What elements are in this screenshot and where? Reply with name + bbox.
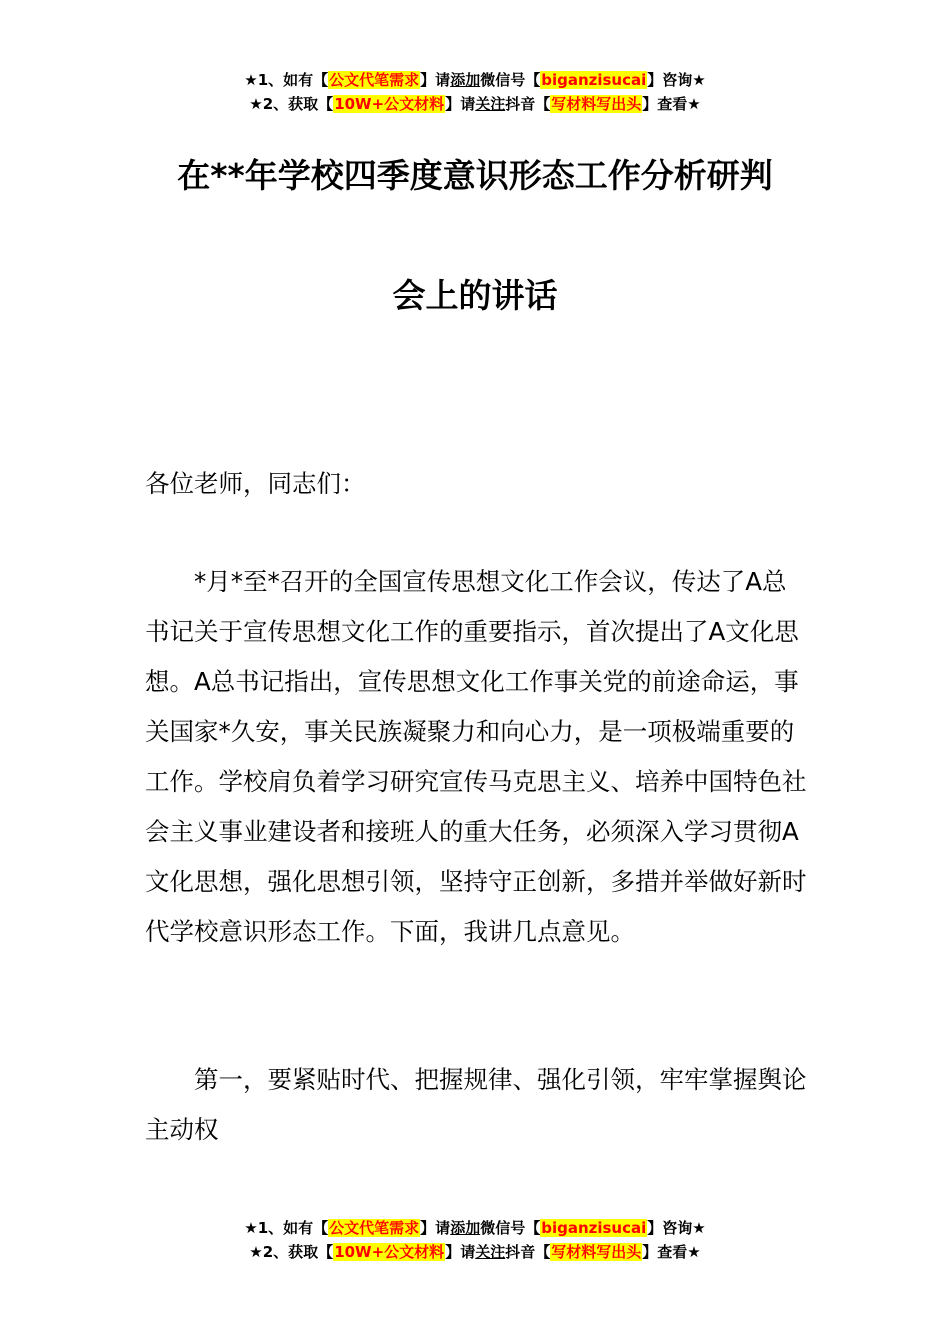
- document-title-line-2: 会上的讲话: [392, 276, 558, 315]
- banner-line-2: ★2、获取【10W+公文材料】请关注抖音【写材料写出头】查看★: [249, 95, 701, 113]
- highlight-materials: 10W+公文材料: [334, 1243, 445, 1261]
- highlight-wechat-id: biganzisucai: [541, 71, 647, 89]
- document-title-line-1: 在**年学校四季度意识形态工作分析研判: [177, 156, 773, 195]
- highlight-service: 公文代笔需求: [329, 71, 420, 89]
- banner-line-1: ★1、如有【公文代笔需求】请添加微信号【biganzisucai】咨询★: [244, 71, 706, 89]
- highlight-materials: 10W+公文材料: [334, 95, 445, 113]
- paragraph-1: *月*至*召开的全国宣传思想文化工作会议，传达了A总书记关于宣传思想文化工作的重要指示，首次提出了A文化思想。A总书记指出，宣传思想文化工作事关党的前途命运，事关国家*久安，事关民族凝聚力和向心力，是一项极端重要的工作。学校肩负着学习研究宣传马克思主义、培养中国特色社会主义事业建设者和接班人的重大任务，必须深入学习贯彻A文化思想，强化思想引领，坚持守正创新，多措并举做好新时代学校意识形态工作。下面，我讲几点意见。: [145, 567, 807, 946]
- footer-banner-line-1: ★1、如有【公文代笔需求】请添加微信号【biganzisucai】咨询★: [244, 1219, 706, 1237]
- footer-banner: [0, 1216, 950, 1264]
- highlight-wechat-id: biganzisucai: [541, 1219, 647, 1237]
- footer-banner-line-2: ★2、获取【10W+公文材料】请关注抖音【写材料写出头】查看★: [249, 1243, 701, 1261]
- paragraph-2: 第一，要紧贴时代、把握规律、强化引领，牢牢掌握舆论主动权: [145, 1065, 807, 1144]
- highlight-douyin-account: 写材料写出头: [551, 95, 642, 113]
- highlight-douyin-account: 写材料写出头: [551, 1243, 642, 1261]
- header-banner: [0, 68, 950, 116]
- salutation: 各位老师，同志们：: [145, 469, 366, 498]
- highlight-service: 公文代笔需求: [329, 1219, 420, 1237]
